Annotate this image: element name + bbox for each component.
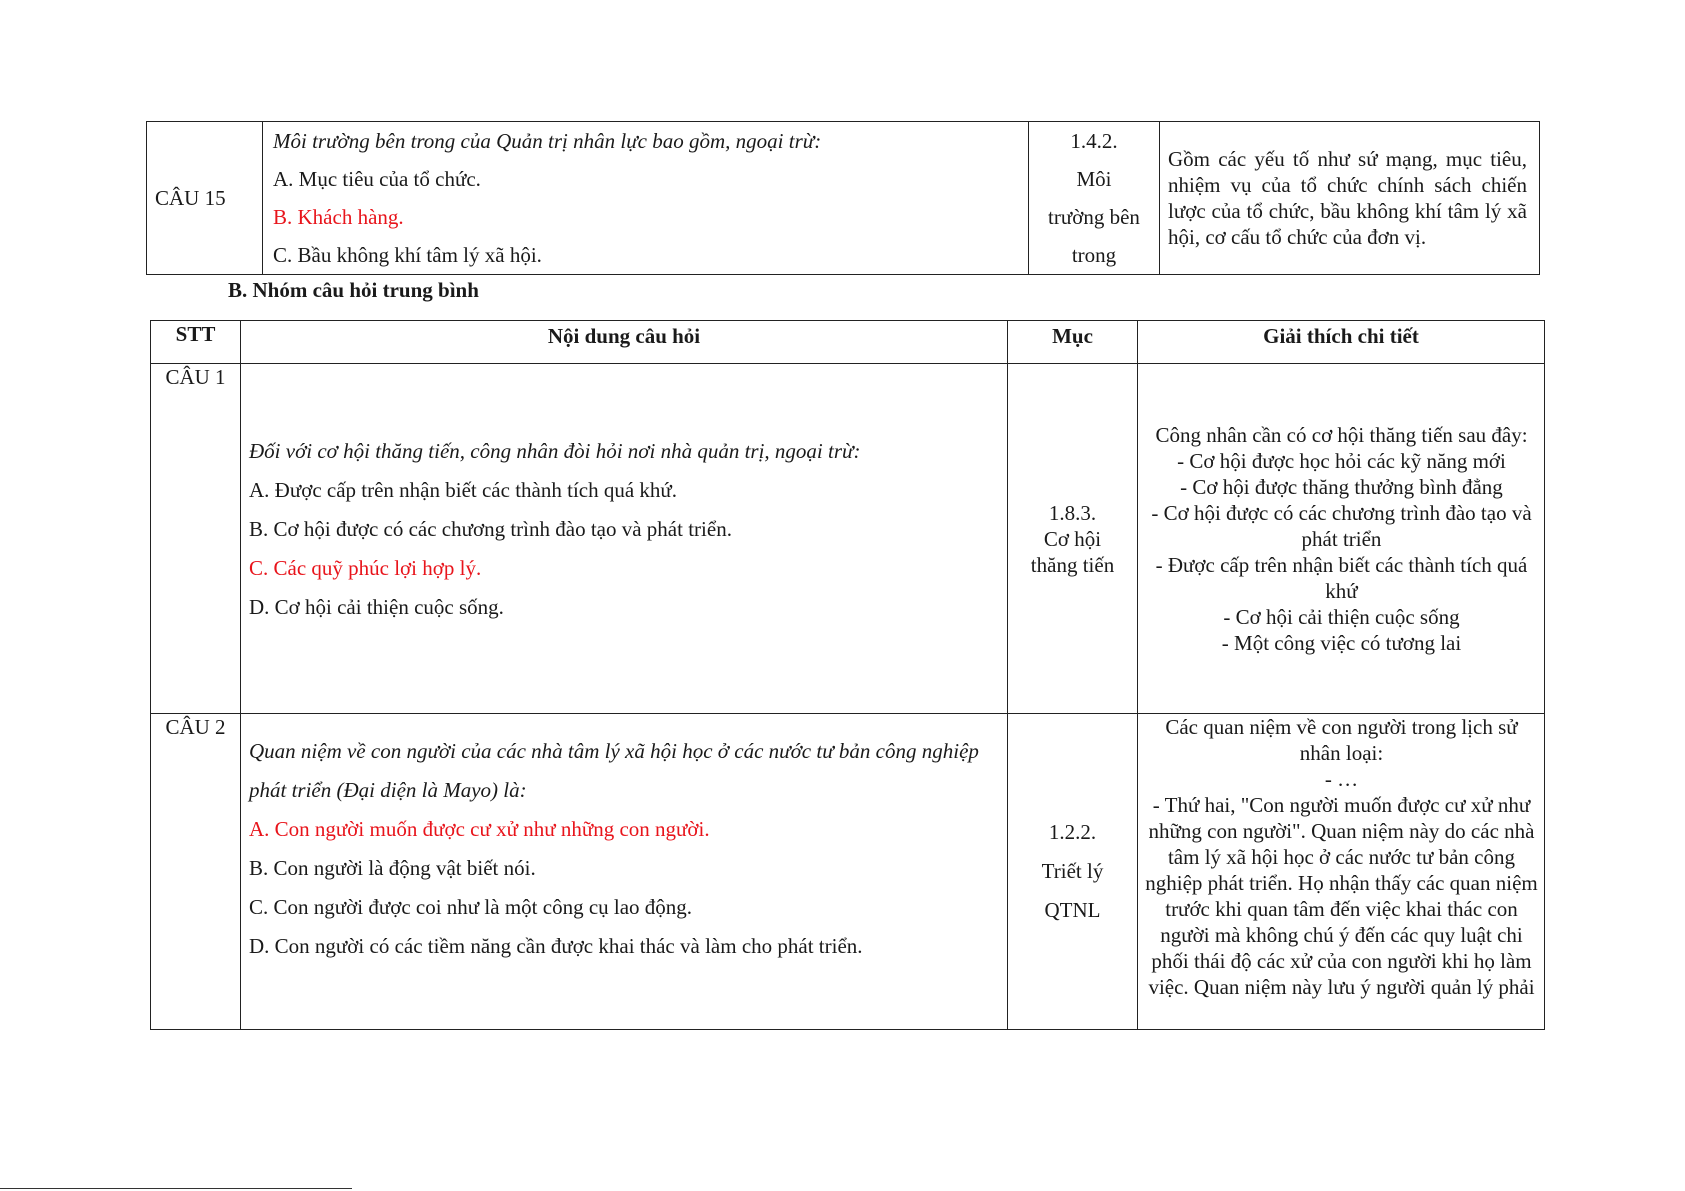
section-cell xyxy=(1008,714,1138,1030)
header-content: Nội dung câu hỏi xyxy=(241,321,1008,364)
section-cell xyxy=(1008,364,1138,714)
question-prompt: Đối với cơ hội thăng tiến, công nhân đòi hỏi nơi nhà quản trị, ngoại trừ: xyxy=(249,439,861,463)
section-number: 1.4.2. xyxy=(1070,129,1118,153)
option-b-correct: B. Khách hàng. xyxy=(273,205,404,229)
explanation xyxy=(1138,364,1545,714)
option-d: D. Con người có các tiềm năng cần được khai thác và làm cho phát triển. xyxy=(249,934,863,958)
section-line: Cơ hội xyxy=(1043,526,1102,551)
section-heading: B. Nhóm câu hỏi trung bình xyxy=(228,278,479,302)
section-line: Môi xyxy=(1076,167,1112,191)
option-a: A. Được cấp trên nhận biết các thành tích quá khứ. xyxy=(249,478,678,502)
question-prompt: Môi trường bên trong của Quản trị nhân lực bao gồm, ngoại trừ: xyxy=(273,129,822,153)
section-number: 1.2.2. xyxy=(1048,820,1097,844)
option-d: D. Cơ hội cải thiện cuộc sống. xyxy=(249,595,504,619)
explanation-line: - Cơ hội được học hỏi các kỹ năng mới xyxy=(1177,448,1506,473)
header-explanation: Giải thích chi tiết xyxy=(1138,321,1545,364)
explanation-line: - Cơ hội được thăng thưởng bình đẳng xyxy=(1180,474,1503,499)
question-id: CÂU 15 xyxy=(147,122,263,275)
section-line: trong xyxy=(1071,243,1117,267)
explanation-line: - Được cấp trên nhận biết các thành tích quá khứ xyxy=(1155,552,1528,603)
explanation-line: Các quan niệm về con người trong lịch sử nhân loại: xyxy=(1165,715,1518,765)
question-id: CÂU 1 xyxy=(151,364,241,714)
section-line: trường bên xyxy=(1048,205,1140,229)
section-number: 1.8.3. xyxy=(1048,500,1097,525)
option-a: A. Mục tiêu của tổ chức. xyxy=(273,167,481,191)
footnote-separator xyxy=(0,1188,352,1189)
option-c-correct: C. Các quỹ phúc lợi hợp lý. xyxy=(249,556,482,580)
explanation-line: - Cơ hội được có các chương trình đào tạo và phát triển xyxy=(1151,500,1532,551)
section-cell xyxy=(1029,122,1160,275)
question-content xyxy=(263,122,1029,275)
table-row xyxy=(151,714,1545,1030)
question-content xyxy=(241,714,1008,1030)
explanation: Gồm các yếu tố như sứ mạng, mục tiêu, nhiệm vụ của tổ chức chính sách chiến lược của tổ chức, bầu không khí tâm lý xã hội, cơ cấu tổ chức của đơn vị. xyxy=(1160,122,1540,275)
explanation xyxy=(1138,714,1545,1030)
option-c: C. Con người được coi như là một công cụ lao động. xyxy=(249,895,693,919)
option-c: C. Bầu không khí tâm lý xã hội. xyxy=(273,243,542,267)
table-row xyxy=(147,122,1540,275)
option-b: B. Con người là động vật biết nói. xyxy=(249,856,536,880)
question-content xyxy=(241,364,1008,714)
explanation-line: - Một công việc có tương lai xyxy=(1221,630,1462,655)
question-15-table xyxy=(146,121,1540,275)
table-header-row xyxy=(151,321,1545,364)
header-section: Mục xyxy=(1008,321,1138,364)
section-line: thăng tiến xyxy=(1030,552,1115,577)
medium-questions-table xyxy=(150,320,1545,1030)
explanation-line: - Thứ hai, "Con người muốn được cư xử như những con người". Quan niệm này do các nhà tâm lý xã hội học ở các nước tư bản công nghiệp phát triển. Họ nhận thấy các quan niệm trước khi quan tâm đến việc khai thác con người mà không chú ý đến các quy luật chi phối thái độ các xử của con người khi họ làm việc. Quan niệm này lưu ý người quản lý phải xyxy=(1145,793,1538,999)
question-id: CÂU 2 xyxy=(151,714,241,1030)
option-b: B. Cơ hội được có các chương trình đào tạo và phát triển. xyxy=(249,517,732,541)
section-line: Triết lý xyxy=(1041,859,1104,883)
header-stt: STT xyxy=(151,321,241,364)
explanation-line: - Cơ hội cải thiện cuộc sống xyxy=(1223,604,1460,629)
option-a-correct: A. Con người muốn được cư xử như những con người. xyxy=(249,817,710,841)
table-row xyxy=(151,364,1545,714)
question-prompt: Quan niệm về con người của các nhà tâm lý xã hội học ở các nước tư bản công nghiệp phát triển (Đại diện là Mayo) là: xyxy=(249,739,979,802)
section-line: QTNL xyxy=(1044,898,1101,922)
explanation-line: Công nhân cần có cơ hội thăng tiến sau đây: xyxy=(1155,422,1528,447)
explanation-line: - … xyxy=(1324,767,1359,791)
